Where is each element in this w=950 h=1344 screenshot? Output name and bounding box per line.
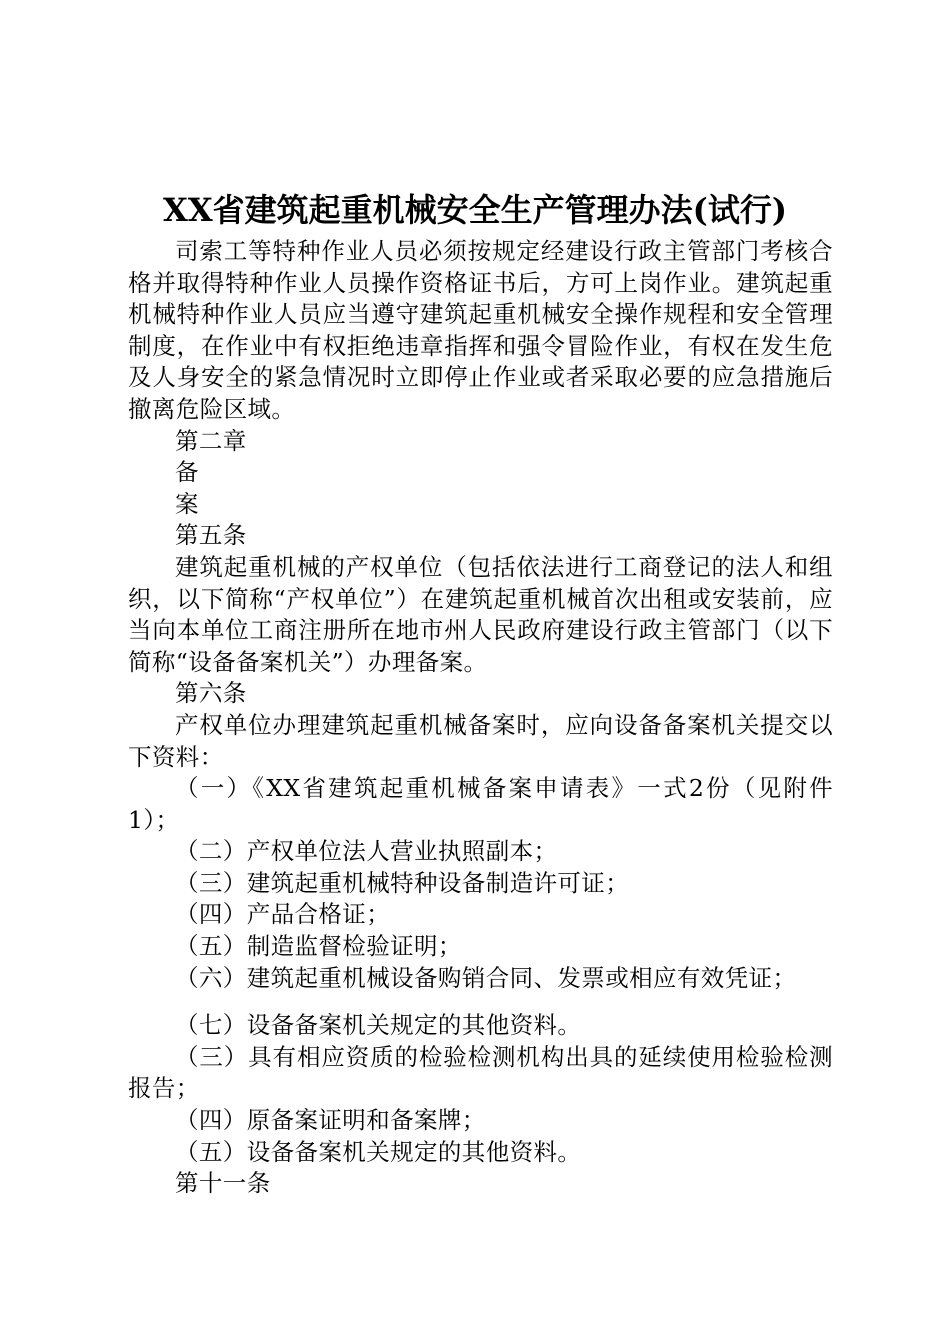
chapter-heading: 第二章 [175,426,247,455]
list-item-renewal-3: （三）具有相应资质的检验检测机构出具的延续使用检验检测报告； [128,1042,833,1103]
list-item-5: （五）制造监督检验证明； [175,932,462,961]
chapter-title-char-2: 案 [175,489,199,518]
document-title: XX省建筑起重机械安全生产管理办法(试行) [163,191,787,229]
article-heading-11: 第十一条 [175,1169,271,1198]
list-item-2: （二）产权单位法人营业执照副本； [175,837,558,866]
paragraph-article-6: 产权单位办理建筑起重机械备案时，应向设备备案机关提交以下资料： [128,710,833,771]
list-item-4: （四）产品合格证； [175,900,391,929]
list-item-6: （六）建筑起重机械设备购销合同、发票或相应有效凭证； [175,963,797,992]
chapter-title-char-1: 备 [175,458,199,487]
article-heading-5: 第五条 [175,521,247,550]
article-heading-6: 第六条 [175,679,247,708]
list-item-3: （三）建筑起重机械特种设备制造许可证； [175,868,630,897]
paragraph-operator-requirements: 司索工等特种作业人员必须按规定经建设行政主管部门考核合格并取得特种作业人员操作资格证书后，方可上岗作业。建筑起重机械特种作业人员应当遵守建筑起重机械安全操作规程和安全管理制度，在作业中有权拒绝违章指挥和强令冒险作业，有权在发生危及人身安全的紧急情况时立即停止作业或者采取必要的应急措施后撤离危险区域。 [128,237,833,423]
document-body [128,236,833,1200]
list-item-renewal-4: （四）原备案证明和备案牌； [175,1106,486,1135]
list-item-1: （一）《XX省建筑起重机械备案申请表》一式2份（见附件1）； [128,774,833,834]
paragraph-article-5: 建筑起重机械的产权单位（包括依法进行工商登记的法人和组织，以下简称“产权单位”）在建筑起重机械首次出租或安装前，应当向本单位工商注册所在地市州人民政府建设行政主管部门（以下简称“设备备案机关”）办理备案。 [128,552,833,676]
list-item-7: （七）设备备案机关规定的其他资料。 [175,1011,582,1040]
list-item-renewal-5: （五）设备备案机关规定的其他资料。 [175,1137,582,1166]
